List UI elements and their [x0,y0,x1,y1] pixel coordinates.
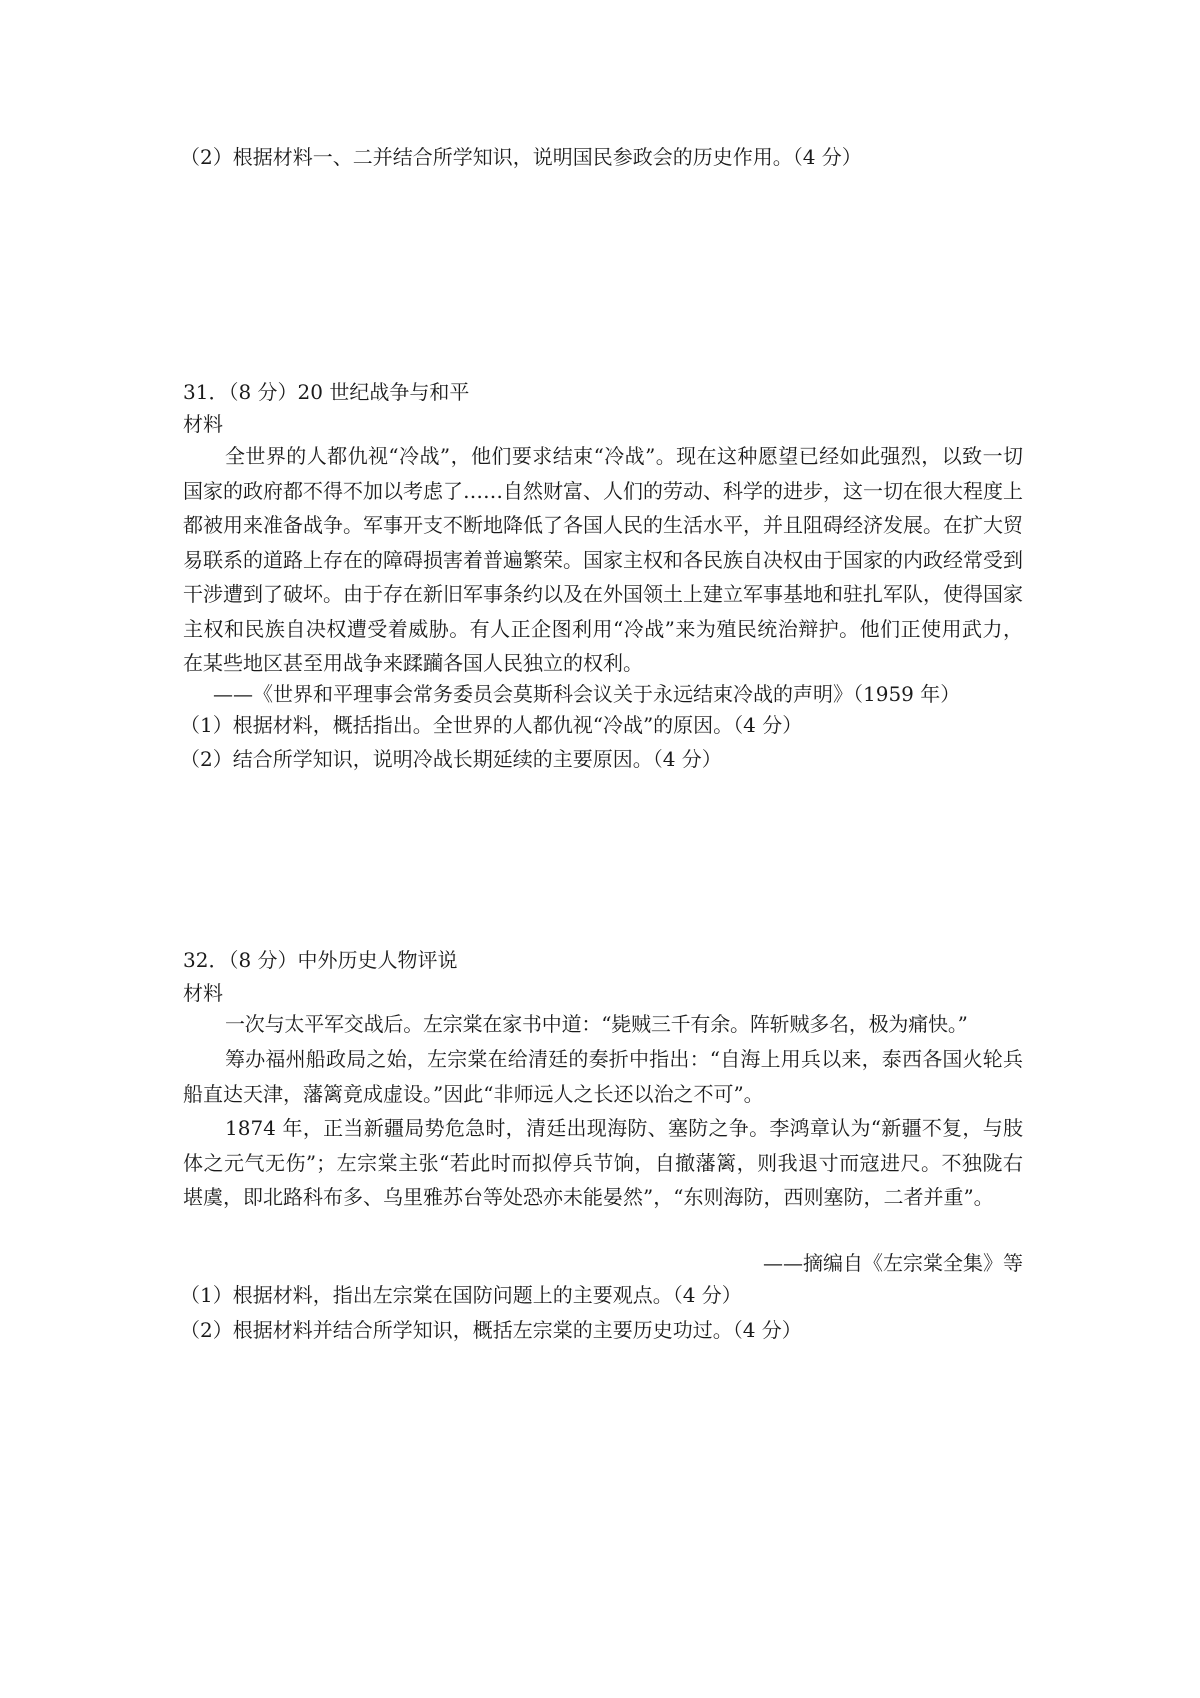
q31-title: 31．（8 分）20 世纪战争与和平 [183,380,470,404]
q31-material-text: 全世界的人都仇视“冷战”，他们要求结束“冷战”。现在这种愿望已经如此强烈，以致一切国家的政府都不得不加以考虑了……自然财富、人们的劳动、科学的进步，这一切在很大程度上都被用来准备战争。军事开支不断地降低了各国人民的生活水平，并且阻碍经济发展。在扩大贸易联系的道路上存在的障碍损害着普遍繁荣。国家主权和各民族自决权由于国家的内政经常受到干涉遭到了破坏。由于存在新旧军事条约以及在外国领土上建立军事基地和驻扎军队，使得国家主权和民族自决权遭受着威胁。有人正企图利用“冷战”来为殖民统治辩护。他们正使用武力，在某些地区甚至用战争来蹂躏各国人民独立的权利。 [183,444,1023,675]
q32-subquestion-1: （1）根据材料，指出左宗棠在国防问题上的主要观点。（4 分） [180,1283,742,1307]
q32-material-label: 材料 [183,981,223,1005]
q32-title: 32．（8 分）中外历史人物评说 [183,948,458,972]
q31-source: ——《世界和平理事会常务委员会莫斯科会议关于永远结束冷战的声明》（1959 年） [213,682,961,706]
q32-paragraph-2: 筹办福州船政局之始，左宗棠在给清廷的奏折中指出：“自海上用兵以来，泰西各国火轮兵船直达天津，藩篱竟成虚设。”因此“非师远人之长还以治之不可”。 [183,1047,1023,1106]
q31-subquestion-2: （2）结合所学知识，说明冷战长期延续的主要原因。（4 分） [180,747,722,771]
q32-paragraph-1: 一次与太平军交战后。左宗棠在家书中道：“毙贼三千有余。阵斩贼多名，极为痛快。” [225,1012,968,1036]
q32-source: ——摘编自《左宗棠全集》等 [763,1251,1023,1275]
q31-material-label: 材料 [183,412,223,436]
q32-subquestion-2: （2）根据材料并结合所学知识，概括左宗棠的主要历史功过。（4 分） [180,1318,802,1342]
q32-paragraph-3: 1874 年，正当新疆局势危急时，清廷出现海防、塞防之争。李鸿章认为“新疆不复，与肢体之元气无伤”；左宗棠主张“若此时而拟停兵节饷，自撤藩篱，则我退寸而寇进尺。不独陇右堪虞，即北路科布多、乌里雅苏台等处恐亦未能晏然”，“东则海防，西则塞防，二者并重”。 [183,1116,1023,1209]
q30-subquestion-2: （2）根据材料一、二并结合所学知识，说明国民参政会的历史作用。（4 分） [180,145,862,169]
q31-subquestion-1: （1）根据材料，概括指出。全世界的人都仇视“冷战”的原因。（4 分） [180,713,803,737]
